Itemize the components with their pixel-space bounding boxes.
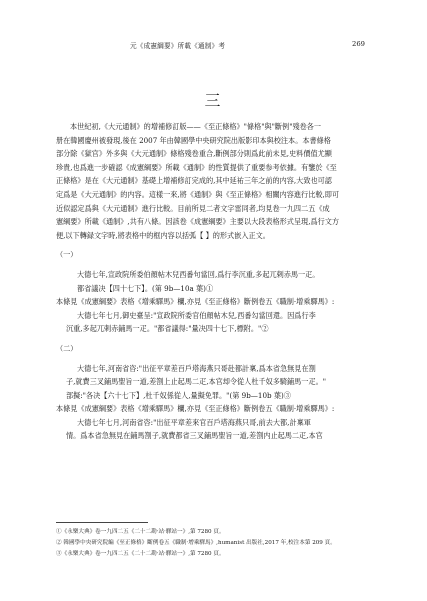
intro-line: 正條格》是在《大元通制》基礎上增補修訂完成的,其中延祐三年之前的内容,大致也可認 xyxy=(56,176,332,186)
quoted-line: 大德七年七月,河南省咨:"出征平章差來官百戶塔海燕只哥,前去大都,計稟軍 xyxy=(77,417,311,427)
quoted-line: 大德七年,河南省咨:"出征平章差百戶塔海燕只哥赴都計稟,爲本省急無見在劄 xyxy=(77,363,316,373)
quoted-line: 都省議决【四十七下】。(第 9b—10a 葉)① xyxy=(77,283,214,293)
body-line: 本條見《成憲綱要》表格《增乘驛馬》欄,亦見《至正條格》斷例卷五《職制·增乘驛馬》: xyxy=(56,297,335,307)
intro-line: 册在韓國慶州被發現,後在 2007 年由韓國學中央研究院出版影印本與校注本。本書條格 xyxy=(56,135,331,145)
intro-line: 近似認定爲與《大元通制》進行比較。目前所見二者文字雷同者,均見卷一九四二五《成 xyxy=(56,203,330,213)
subsection-label: （二） xyxy=(56,343,78,353)
quoted-line: 情。爲本省急無見在鋪馬劄子,就費都省三叉鋪馬聖旨一道,差劄内止起馬二疋,本官 xyxy=(66,431,323,441)
intro-line: 憲綱要》所載《通制》,共有八條。因該卷《成憲綱要》主要以大段表格形式呈現,爲行文方 xyxy=(56,217,340,227)
footnote: ③《永樂大典》卷一九四二五《二十二勘·站·驛站一》,第 7280 頁。 xyxy=(56,551,225,557)
intro-line: 定爲是《大元通制》的内容。這樣一來,將《通制》與《至正條格》相關内容進行比較,即可 xyxy=(56,189,340,199)
page-number: 269 xyxy=(352,40,365,48)
subsection-label: （一） xyxy=(56,250,78,260)
intro-line: 珍貴,也爲進一步確認《成憲綱要》所載《通制》的性質提供了重要参考依據。有鑒於《至 xyxy=(56,162,337,172)
section-heading: 三 xyxy=(204,91,223,110)
quoted-line: 部擬:"各决【六十七下】,杜千奴係從人,量擬免罪。"(第 9b—10b 葉)③ xyxy=(66,390,291,400)
running-header-title: 元《成憲綱要》所載《通制》考 xyxy=(130,42,226,50)
body-text xyxy=(56,120,367,443)
footnote-rule xyxy=(56,522,148,523)
quoted-line: 大德七年七月,御史臺呈:"宣政院所委官伯顔帖木兒,西番勾當回還。因爲行李 xyxy=(77,310,316,320)
intro-line: 本世紀初,《大元通制》的增補修訂版——《至正條格》"條格"與"斷例"殘卷各一 xyxy=(70,122,322,131)
quoted-line: 大德七年,宣政院所委伯顔帖木兒西番句當回,爲行李沉重,多起兀剌赤馬一疋。 xyxy=(77,269,320,279)
quoted-line: 沉重,多起兀剌赤鋪馬一疋。"都省議得:"量决四十七下,標附。"② xyxy=(66,324,269,334)
intro-line: 部分除《獄官》外多與《大元通制》條格殘卷重合,斷例部分則爲此前未見,史料價值尤顯 xyxy=(56,149,332,159)
quoted-line: 子,就費三叉鋪馬聖旨一道,差劄上止起馬二疋,本官却令從人杜千奴多騎鋪馬一疋。" xyxy=(66,377,327,387)
footnote: ①《永樂大典》卷一九四二五《二十二勘·站·驛站一》,第 7280 頁。 xyxy=(56,529,225,535)
body-line: 本條見《成憲綱要》表格《增乘驛馬》欄,亦見《至正條格》斷例卷五《職制·增乘驛馬》: xyxy=(56,404,335,414)
intro-line: 便,以下轉録文字時,將表格中的框内容以括弧【 】的形式嵌入正文。 xyxy=(56,230,270,240)
footnote: ② 韓國學中央研究院編《至正條格》斷例卷五《職制·增乘驛馬》,humanist 出版社,2017 年,校注本第 209 頁。 xyxy=(56,540,336,546)
footnotes xyxy=(56,522,367,560)
